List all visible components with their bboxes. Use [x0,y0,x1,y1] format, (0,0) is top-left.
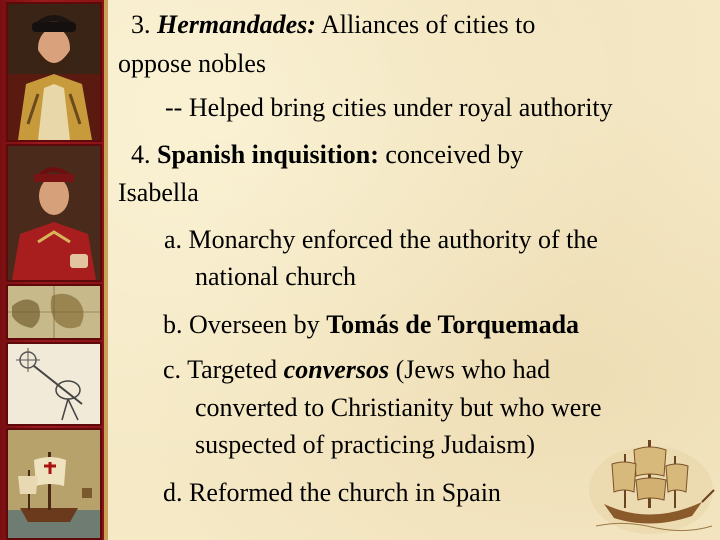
spanish-inquisition-term: Spanish inquisition: [157,140,379,169]
sidebar-border [104,0,108,540]
portrait-king-image [6,2,102,142]
point-c-line-1: c. Targeted conversos (Jews who had [163,355,551,384]
old-map-image [6,284,102,340]
point-a-line-2: national church [195,262,356,291]
item-4-heading: 4. Spanish inquisition: conceived by [131,140,524,169]
portrait-cardinal-image [6,144,102,282]
sailing-ships-image [6,428,102,540]
item-4-continuation: Isabella [118,178,199,207]
point-b: b. Overseen by Tomás de Torquemada [163,310,580,339]
point-c-line-2: converted to Christianity but who were [195,393,602,422]
point-c-line-3: suspected of practicing Judaism) [195,430,536,459]
astrolabe-sketch-image [6,342,102,426]
item-3-subpoint: -- Helped bring cities under royal authority [165,93,613,122]
torquemada-name: Tomás de Torquemada [326,310,580,339]
conversos-term: conversos [283,355,390,384]
point-d: d. Reformed the church in Spain [163,478,501,507]
item-3-heading: 3. Hermandades: Alliances of cities to [131,10,536,39]
item-3-continuation: oppose nobles [118,49,267,78]
point-a-line-1: a. Monarchy enforced the authority of the [164,225,598,254]
sepia-ship-image [586,430,716,535]
hermandades-term: Hermandades: [157,10,316,39]
